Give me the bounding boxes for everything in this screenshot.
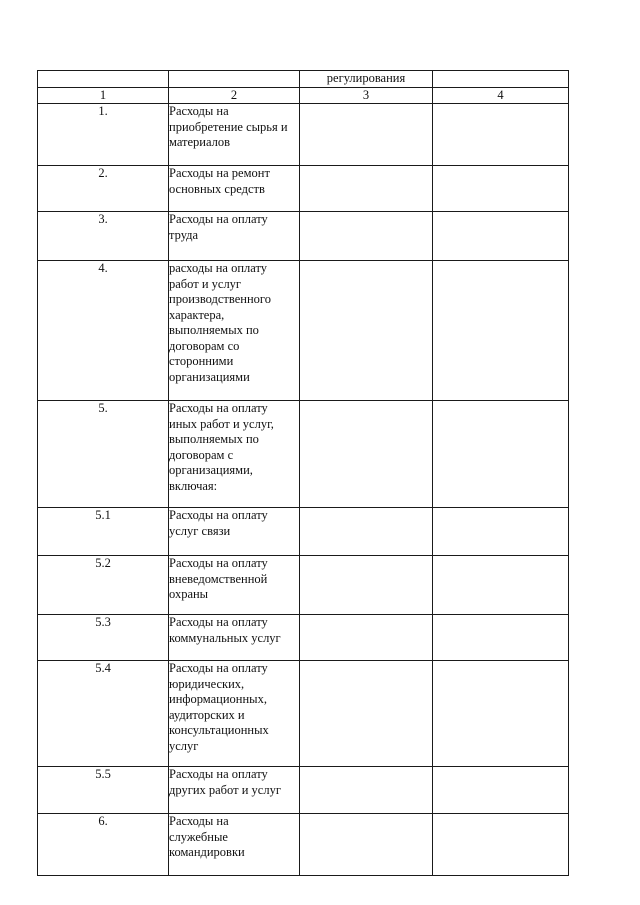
column-number: 3 bbox=[300, 87, 433, 104]
column-number: 4 bbox=[433, 87, 569, 104]
row-value-col3 bbox=[300, 104, 433, 166]
column-number: 1 bbox=[38, 87, 169, 104]
row-number: 5.4 bbox=[38, 661, 169, 767]
row-value-col3 bbox=[300, 401, 433, 508]
expenses-table bbox=[37, 70, 569, 876]
row-number: 5.2 bbox=[38, 556, 169, 615]
header-cell-2 bbox=[169, 71, 300, 88]
table-row bbox=[38, 166, 569, 212]
row-value-col3 bbox=[300, 767, 433, 814]
row-number: 5.3 bbox=[38, 615, 169, 661]
document-sheet bbox=[37, 70, 568, 876]
row-value-col3 bbox=[300, 814, 433, 876]
table-header-continuation-row bbox=[38, 71, 569, 88]
header-cell-4 bbox=[433, 71, 569, 88]
row-value-col3 bbox=[300, 508, 433, 556]
row-value-col4 bbox=[433, 104, 569, 166]
row-number: 1. bbox=[38, 104, 169, 166]
row-value-col4 bbox=[433, 661, 569, 767]
row-value-col3 bbox=[300, 166, 433, 212]
column-number-row bbox=[38, 87, 569, 104]
row-value-col4 bbox=[433, 508, 569, 556]
row-description: Расходы на оплату иных работ и услуг, выполняемых по договорам с организациями, включая: bbox=[169, 401, 300, 508]
table-row bbox=[38, 212, 569, 261]
row-description: расходы на оплату работ и услуг производственного характера, выполняемых по договорам со сторонними организациями bbox=[169, 261, 300, 401]
column-number: 2 bbox=[169, 87, 300, 104]
row-number: 5. bbox=[38, 401, 169, 508]
row-number: 2. bbox=[38, 166, 169, 212]
table-row bbox=[38, 261, 569, 401]
table-row bbox=[38, 104, 569, 166]
row-description: Расходы на оплату коммунальных услуг bbox=[169, 615, 300, 661]
row-number: 6. bbox=[38, 814, 169, 876]
table-row bbox=[38, 401, 569, 508]
table-row bbox=[38, 508, 569, 556]
row-value-col4 bbox=[433, 261, 569, 401]
row-description: Расходы на оплату вневедомственной охраны bbox=[169, 556, 300, 615]
row-value-col4 bbox=[433, 166, 569, 212]
row-number: 5.5 bbox=[38, 767, 169, 814]
row-value-col4 bbox=[433, 401, 569, 508]
row-number: 4. bbox=[38, 261, 169, 401]
row-value-col4 bbox=[433, 212, 569, 261]
row-description: Расходы на приобретение сырья и материалов bbox=[169, 104, 300, 166]
row-value-col3 bbox=[300, 261, 433, 401]
row-value-col4 bbox=[433, 814, 569, 876]
row-value-col4 bbox=[433, 615, 569, 661]
row-value-col3 bbox=[300, 556, 433, 615]
table-row bbox=[38, 615, 569, 661]
row-number: 5.1 bbox=[38, 508, 169, 556]
row-value-col3 bbox=[300, 212, 433, 261]
row-description: Расходы на оплату юридических, информационных, аудиторских и консультационных услуг bbox=[169, 661, 300, 767]
table-row bbox=[38, 767, 569, 814]
row-number: 3. bbox=[38, 212, 169, 261]
header-cell-1 bbox=[38, 71, 169, 88]
header-cell-3: регулирования bbox=[300, 71, 433, 88]
row-description: Расходы на оплату других работ и услуг bbox=[169, 767, 300, 814]
row-value-col4 bbox=[433, 767, 569, 814]
row-description: Расходы на оплату труда bbox=[169, 212, 300, 261]
table-row bbox=[38, 556, 569, 615]
row-description: Расходы на служебные командировки bbox=[169, 814, 300, 876]
row-value-col3 bbox=[300, 615, 433, 661]
row-description: Расходы на ремонт основных средств bbox=[169, 166, 300, 212]
row-value-col4 bbox=[433, 556, 569, 615]
row-description: Расходы на оплату услуг связи bbox=[169, 508, 300, 556]
table-row bbox=[38, 814, 569, 876]
table-row bbox=[38, 661, 569, 767]
row-value-col3 bbox=[300, 661, 433, 767]
